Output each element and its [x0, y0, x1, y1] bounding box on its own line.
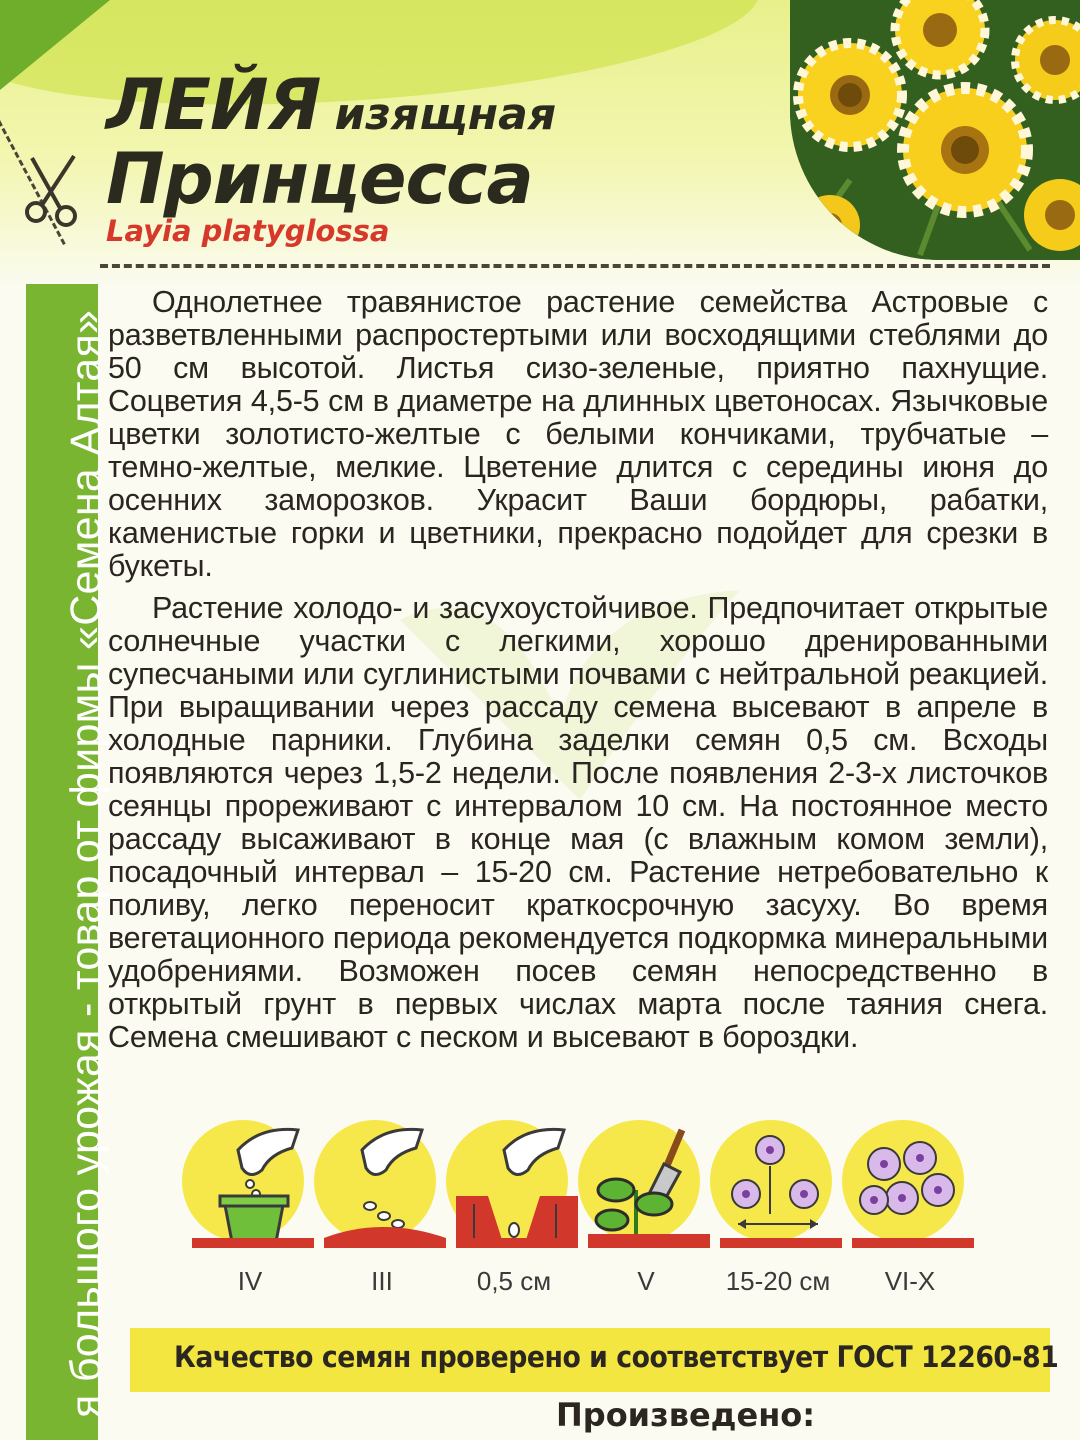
quality-notice: Качество семян проверено и соответствует ГОСТ 12260-81: [174, 1340, 1059, 1374]
description-paragraph-2: Растение холодо- и засухоустойчивое. Предпочитает открытые солнечные участки с легкими, хорошо дренированными супесчаными или суглинистыми почвами с нейтральной реакцией. При выращивании через рассаду семена высевают в апреле в холодные парники. Глубина заделки семян 0,5 см. Всходы появляются через 1,5-2 недели. После появления 2-3-х листочков сеянцы прореживают с интервалом 10 см. На постоянное место рассаду высаживают в конце мая (с влажным комом земли), посадочный интервал – 15-20 см. Растение нетребовательно к поливу, легко переносит краткосрочную засуху. Во время вегетационного периода рекомендуется подкормка минеральными удобрениями. Возможен посев семян непосредственно в открытый грунт в первых числах марта после таяния снега. Семена смешивают с песком и высевают в бороздки.: [108, 591, 1048, 1054]
step-label: V: [637, 1266, 655, 1296]
planting-interval-icon: [708, 1120, 848, 1250]
step-sowing-in-ground: [312, 1120, 438, 1310]
product-descriptor: изящная: [334, 89, 557, 140]
step-label: IV: [237, 1266, 263, 1296]
cut-line: [100, 264, 1050, 268]
side-banner-text: я большого урожая - товар от фирмы «Семена Алтая»: [62, 309, 110, 1418]
sowing-in-ground-icon: [312, 1120, 452, 1250]
step-label: III: [371, 1266, 393, 1296]
step-label: 0,5 см: [476, 1266, 552, 1296]
step-sowing-depth: [444, 1120, 570, 1310]
step-label: VI-X: [884, 1266, 936, 1296]
step-flowering: [840, 1120, 966, 1310]
step-sowing-in-pot: [180, 1120, 306, 1310]
scissors-icon: [22, 150, 84, 230]
variety-name: Принцесса: [106, 138, 533, 220]
quality-banner: [130, 1328, 1059, 1392]
step-label: 15-20 см: [725, 1266, 831, 1296]
sowing-depth-icon: [444, 1120, 584, 1250]
product-title: [106, 64, 556, 146]
latin-name: Layia platyglossa: [106, 214, 390, 248]
transplant-seedling-icon: [576, 1120, 716, 1250]
step-planting-interval: [708, 1120, 834, 1310]
flowering-icon: [840, 1120, 980, 1250]
produced-label: Произведено:: [556, 1396, 816, 1434]
product-name: ЛЕЙЯ: [106, 64, 321, 146]
description-paragraph-1: Однолетнее травянистое растение семейства Астровые с разветвленными распростертыми или восходящими стеблями до 50 см высотой. Листья сизо-зеленые, приятно пахнущие. Соцветия 4,5-5 см в диаметре на длинных цветоносах. Язычковые цветки золотисто-желтые с белыми кончиками, трубчатые – темно-желтые, мелкие. Цветение длится с середины июня до осенних заморозков. Украсит Ваши бордюры, рабатки, каменистые горки и цветники, прекрасно подойдет для срезки в букеты.: [108, 285, 1048, 583]
step-transplant: [576, 1120, 702, 1310]
planting-steps: [180, 1120, 980, 1310]
sowing-in-pot-icon: [180, 1120, 320, 1250]
